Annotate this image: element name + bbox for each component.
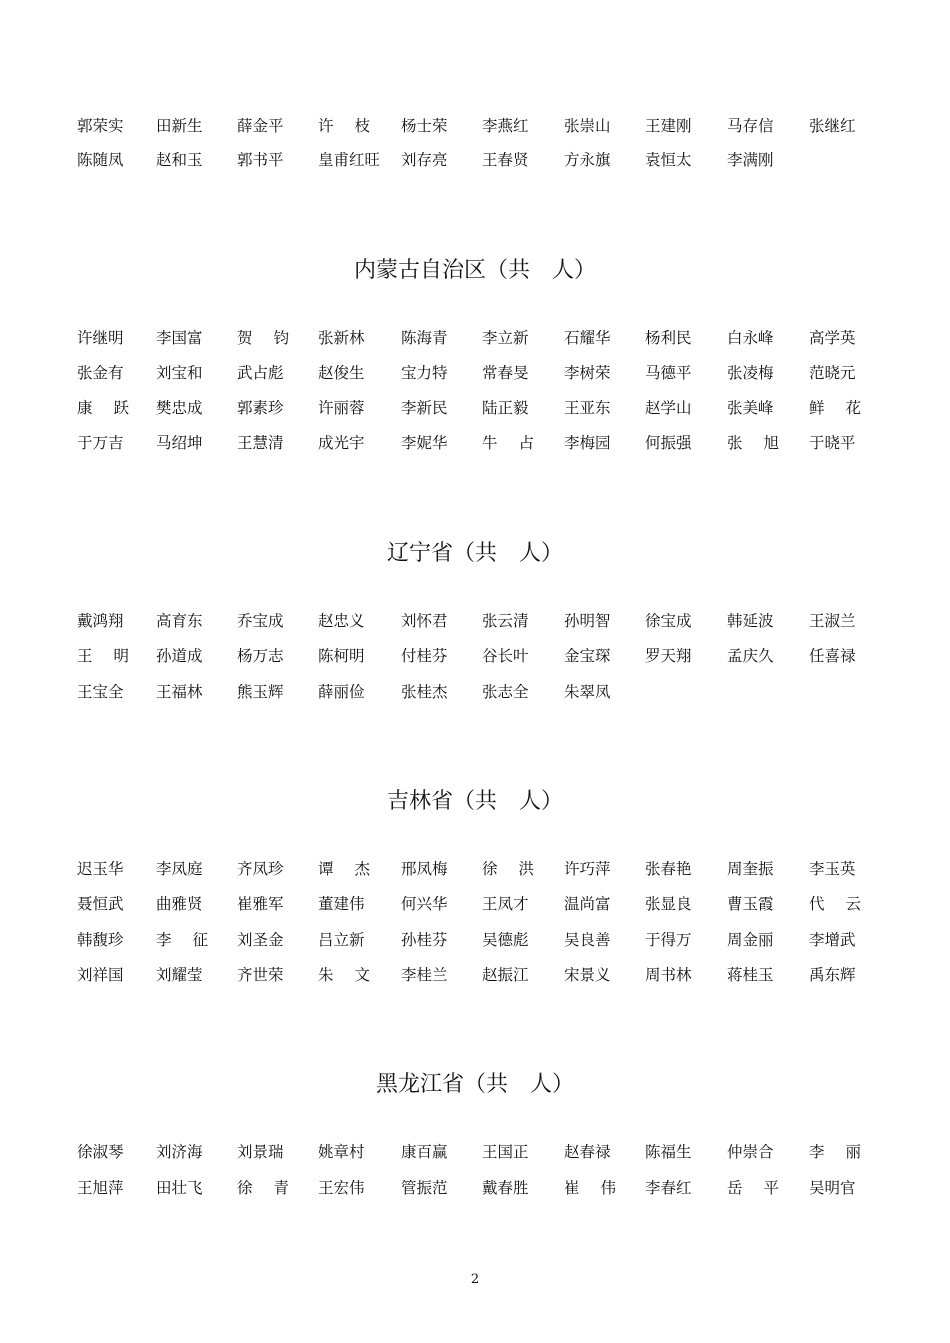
name-row	[0, 431, 950, 455]
person-name	[77, 396, 129, 420]
person-name: 王凤才	[482, 895, 529, 913]
person-name: 谷长叶	[482, 647, 529, 665]
person-name: 陆正毅	[482, 399, 529, 417]
name-char: 征	[192, 931, 208, 949]
person-name: 朱翠凤	[564, 683, 611, 701]
person-name: 李树荣	[564, 364, 611, 382]
person-name: 张春艳	[645, 860, 692, 878]
person-name	[237, 326, 289, 350]
person-name	[727, 431, 779, 455]
person-name: 康百赢	[401, 1143, 448, 1161]
name-row	[0, 892, 950, 916]
person-name: 许继明	[77, 329, 124, 347]
name-char: 王	[77, 647, 93, 665]
person-name: 李凤庭	[156, 860, 203, 878]
person-name	[564, 1176, 616, 1200]
name-row	[0, 326, 950, 350]
person-name: 付桂芬	[401, 647, 448, 665]
person-name: 韩馥珍	[77, 931, 124, 949]
person-name	[482, 857, 534, 881]
name-char: 平	[763, 1179, 779, 1197]
name-row	[0, 857, 950, 881]
person-name: 张美峰	[727, 399, 774, 417]
person-name: 郭书平	[237, 151, 284, 169]
person-name: 刘耀莹	[156, 966, 203, 984]
section-heading: 黑龙江省（共 人）	[375, 1072, 574, 1097]
name-char: 康	[77, 399, 93, 417]
name-row	[0, 644, 950, 668]
name-char: 文	[354, 966, 370, 984]
person-name: 石耀华	[564, 329, 611, 347]
name-char: 李	[809, 1143, 825, 1161]
person-name: 吴良善	[564, 931, 611, 949]
person-name: 许巧萍	[564, 860, 611, 878]
person-name: 戴春胜	[482, 1179, 529, 1197]
person-name: 韩延波	[727, 612, 774, 630]
person-name: 张凌梅	[727, 364, 774, 382]
person-name: 任喜禄	[809, 647, 856, 665]
person-name: 宋景义	[564, 966, 611, 984]
person-name: 刘祥国	[77, 966, 124, 984]
person-name: 李满刚	[727, 151, 774, 169]
person-name: 王国正	[482, 1143, 529, 1161]
name-char: 花	[845, 399, 861, 417]
person-name: 王宏伟	[318, 1179, 365, 1197]
person-name: 郭荣实	[77, 117, 124, 135]
person-name: 李妮华	[401, 434, 448, 452]
person-name: 范晓元	[809, 364, 856, 382]
person-name: 孙明智	[564, 612, 611, 630]
name-char: 张	[727, 434, 743, 452]
person-name	[77, 644, 129, 668]
name-char: 旭	[763, 434, 779, 452]
person-name: 成光宇	[318, 434, 365, 452]
person-name: 张云清	[482, 612, 529, 630]
person-name: 赵俊生	[318, 364, 365, 382]
name-char: 占	[518, 434, 534, 452]
section-heading: 吉林省（共 人）	[386, 789, 563, 814]
person-name: 聂恒武	[77, 895, 124, 913]
person-name: 曹玉霞	[727, 895, 774, 913]
person-name: 樊忠成	[156, 399, 203, 417]
person-name: 王亚东	[564, 399, 611, 417]
name-char: 云	[845, 895, 861, 913]
person-name: 吴德彪	[482, 931, 529, 949]
person-name: 戴鸿翔	[77, 612, 124, 630]
person-name: 宝力特	[401, 364, 448, 382]
person-name: 张桂杰	[401, 683, 448, 701]
person-name: 周奎振	[727, 860, 774, 878]
person-name: 赵忠义	[318, 612, 365, 630]
person-name: 李新民	[401, 399, 448, 417]
person-name: 张继红	[809, 117, 856, 135]
person-name: 崔雅军	[237, 895, 284, 913]
person-name: 赵振江	[482, 966, 529, 984]
person-name: 孙桂芬	[401, 931, 448, 949]
name-char: 徐	[482, 860, 498, 878]
person-name: 刘宝和	[156, 364, 203, 382]
person-name: 李燕红	[482, 117, 529, 135]
person-name: 徐宝成	[645, 612, 692, 630]
person-name: 何振强	[645, 434, 692, 452]
person-name: 温尚富	[564, 895, 611, 913]
person-name: 周书林	[645, 966, 692, 984]
person-name: 高学英	[809, 329, 856, 347]
person-name: 王福林	[156, 683, 203, 701]
person-name: 何兴华	[401, 895, 448, 913]
person-name: 齐凤珍	[237, 860, 284, 878]
person-name: 马德平	[645, 364, 692, 382]
person-name: 杨利民	[645, 329, 692, 347]
person-name: 于得万	[645, 931, 692, 949]
name-char: 鲜	[809, 399, 825, 417]
person-name: 蒋桂玉	[727, 966, 774, 984]
person-name: 杨士荣	[401, 117, 448, 135]
person-name: 袁恒太	[645, 151, 692, 169]
person-name: 刘圣金	[237, 931, 284, 949]
person-name: 许丽蓉	[318, 399, 365, 417]
person-name	[809, 1140, 861, 1164]
person-name: 张金有	[77, 364, 124, 382]
person-name: 禹东辉	[809, 966, 856, 984]
person-name: 徐淑琴	[77, 1143, 124, 1161]
person-name: 陈柯明	[318, 647, 365, 665]
person-name	[809, 892, 861, 916]
section-heading: 辽宁省（共 人）	[386, 541, 563, 566]
person-name: 陈海青	[401, 329, 448, 347]
person-name: 王淑兰	[809, 612, 856, 630]
person-name: 王宝全	[77, 683, 124, 701]
person-name: 方永旗	[564, 151, 611, 169]
person-name: 罗天翔	[645, 647, 692, 665]
person-name: 薛金平	[237, 117, 284, 135]
section-heading: 内蒙古自治区（共 人）	[353, 258, 596, 283]
person-name: 刘怀君	[401, 612, 448, 630]
person-name: 田壮飞	[156, 1179, 203, 1197]
person-name: 田新生	[156, 117, 203, 135]
person-name: 李玉英	[809, 860, 856, 878]
name-row	[0, 114, 950, 138]
person-name: 姚章村	[318, 1143, 365, 1161]
person-name: 金宝琛	[564, 647, 611, 665]
person-name: 赵春禄	[564, 1143, 611, 1161]
person-name: 吴明官	[809, 1179, 856, 1197]
person-name: 常春旻	[482, 364, 529, 382]
person-name: 郭素珍	[237, 399, 284, 417]
person-name: 仲崇合	[727, 1143, 774, 1161]
person-name: 吕立新	[318, 931, 365, 949]
person-name	[482, 431, 534, 455]
person-name: 张新林	[318, 329, 365, 347]
name-char: 贺	[237, 329, 253, 347]
person-name: 张志全	[482, 683, 529, 701]
name-char: 崔	[564, 1179, 580, 1197]
person-name: 李梅园	[564, 434, 611, 452]
person-name: 王春贤	[482, 151, 529, 169]
person-name: 齐世荣	[237, 966, 284, 984]
name-char: 岳	[727, 1179, 743, 1197]
name-row	[0, 1140, 950, 1164]
name-char: 朱	[318, 966, 334, 984]
name-char: 明	[113, 647, 129, 665]
person-name: 王旭萍	[77, 1179, 124, 1197]
person-name: 赵和玉	[156, 151, 203, 169]
name-row	[0, 680, 950, 704]
person-name: 熊玉辉	[237, 683, 284, 701]
person-name: 杨万志	[237, 647, 284, 665]
person-name	[318, 857, 370, 881]
person-name: 邢凤梅	[401, 860, 448, 878]
name-row	[0, 396, 950, 420]
person-name: 乔宝成	[237, 612, 284, 630]
person-name: 刘景瑞	[237, 1143, 284, 1161]
person-name	[727, 1176, 779, 1200]
name-row	[0, 361, 950, 385]
name-row	[0, 148, 950, 172]
person-name: 周金丽	[727, 931, 774, 949]
person-name: 张崇山	[564, 117, 611, 135]
person-name: 王慧清	[237, 434, 284, 452]
name-char: 伟	[600, 1179, 616, 1197]
person-name	[237, 1176, 289, 1200]
person-name: 于晓平	[809, 434, 856, 452]
person-name: 李增武	[809, 931, 856, 949]
name-char: 代	[809, 895, 825, 913]
name-row	[0, 609, 950, 633]
person-name: 张显良	[645, 895, 692, 913]
person-name: 陈福生	[645, 1143, 692, 1161]
name-char: 跃	[113, 399, 129, 417]
page-number: 2	[470, 1272, 480, 1287]
person-name: 孙道成	[156, 647, 203, 665]
person-name	[156, 928, 208, 952]
person-name: 董建伟	[318, 895, 365, 913]
person-name: 王建刚	[645, 117, 692, 135]
name-row	[0, 1176, 950, 1200]
name-char: 许	[318, 117, 334, 135]
name-char: 枝	[354, 117, 370, 135]
name-char: 杰	[354, 860, 370, 878]
person-name: 刘济海	[156, 1143, 203, 1161]
name-row	[0, 928, 950, 952]
person-name: 于万吉	[77, 434, 124, 452]
person-name: 皇甫红旺	[318, 151, 381, 169]
person-name	[809, 396, 861, 420]
person-name: 马绍坤	[156, 434, 203, 452]
name-char: 钧	[273, 329, 289, 347]
name-char: 牛	[482, 434, 498, 452]
person-name: 李桂兰	[401, 966, 448, 984]
person-name: 陈随凤	[77, 151, 124, 169]
person-name: 赵学山	[645, 399, 692, 417]
person-name: 薛丽俭	[318, 683, 365, 701]
name-char: 谭	[318, 860, 334, 878]
person-name	[318, 114, 370, 138]
name-char: 丽	[845, 1143, 861, 1161]
name-row	[0, 963, 950, 987]
person-name: 马存信	[727, 117, 774, 135]
name-char: 李	[156, 931, 172, 949]
person-name: 武占彪	[237, 364, 284, 382]
person-name: 李春红	[645, 1179, 692, 1197]
person-name: 迟玉华	[77, 860, 124, 878]
person-name: 管振范	[401, 1179, 448, 1197]
person-name: 李国富	[156, 329, 203, 347]
person-name	[318, 963, 370, 987]
person-name: 孟庆久	[727, 647, 774, 665]
person-name: 李立新	[482, 329, 529, 347]
person-name: 高育东	[156, 612, 203, 630]
name-char: 青	[273, 1179, 289, 1197]
person-name: 曲雅贤	[156, 895, 203, 913]
person-name: 刘存亮	[401, 151, 448, 169]
name-char: 徐	[237, 1179, 253, 1197]
name-char: 洪	[518, 860, 534, 878]
person-name: 白永峰	[727, 329, 774, 347]
